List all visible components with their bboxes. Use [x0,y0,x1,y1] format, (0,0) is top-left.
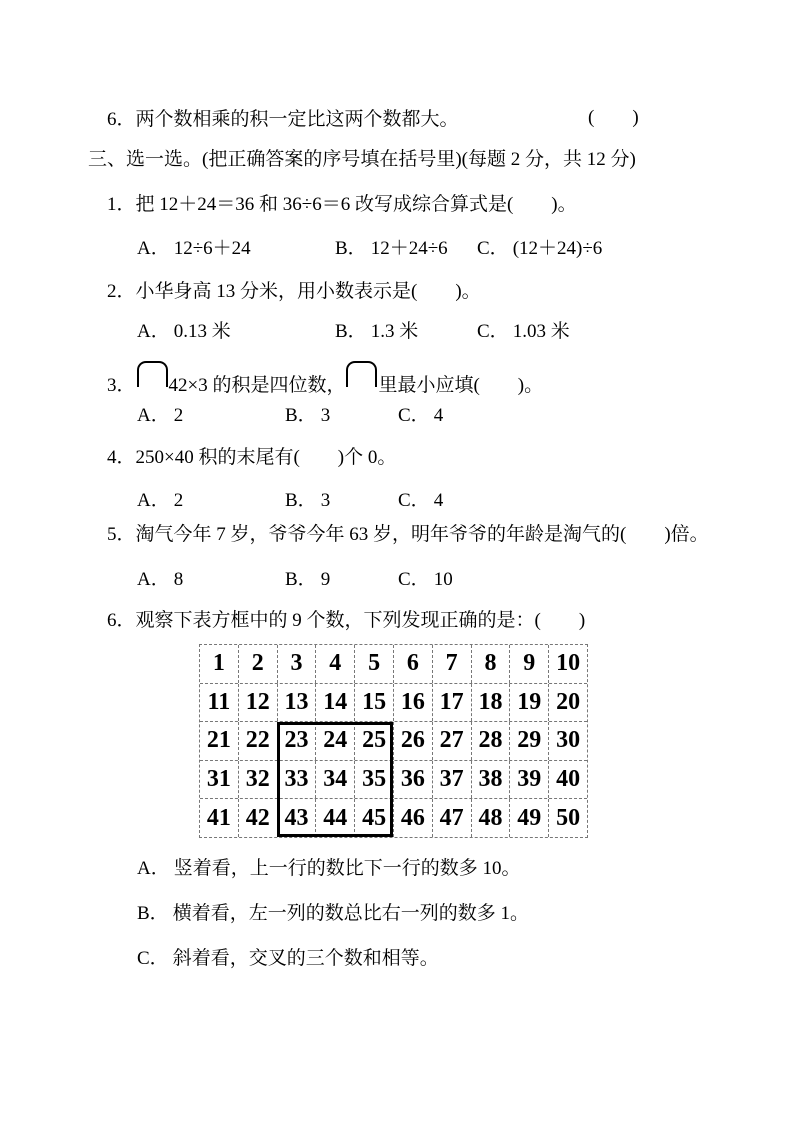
grid-cell: 48 [471,799,510,837]
grid-row [200,683,587,722]
grid-cell: 5 [354,645,393,683]
grid-cell: 4 [315,645,354,683]
grid-cell: 45 [354,799,393,837]
grid-cell: 12 [238,684,277,722]
grid-row [200,798,587,837]
option-4a [137,487,183,514]
option-2c [477,318,570,345]
grid-cell: 13 [277,684,316,722]
option-6c [137,945,439,972]
option-label: B． [285,490,317,511]
grid-cell: 46 [393,799,432,837]
grid-cell: 7 [432,645,471,683]
grid-cell: 3 [277,645,316,683]
grid-cell: 24 [315,722,354,760]
question-number: 5． [107,524,136,545]
option-label: C． [477,238,509,259]
option-text: 8 [173,569,184,590]
option-label: C． [398,490,430,511]
option-4b [285,487,330,514]
option-text: 9 [320,569,331,590]
grid-cell: 41 [206,804,231,831]
option-text: 竖着看，上一行的数比下一行的数多 10。 [173,858,521,879]
question-3 [107,361,543,399]
grid-cell: 26 [393,722,432,760]
question-text: 两个数相乘的积一定比这两个数都大。 [135,109,459,130]
option-6a [137,855,521,882]
grid-cell: 44 [315,799,354,837]
option-label: A． [137,238,170,259]
grid-cell: 28 [471,722,510,760]
option-label: C． [477,321,509,342]
grid-cell: 23 [277,722,316,760]
grid-cell: 32 [238,761,277,799]
question-text: 淘气今年 7 岁，爷爷今年 63 岁，明年爷爷的年龄是淘气的( )倍。 [135,524,709,545]
option-label: B． [137,903,169,924]
question-number: 3． [107,375,136,396]
question-number: 6． [107,109,136,130]
grid-cell: 34 [315,761,354,799]
option-text: 斜着看，交叉的三个数和相等。 [172,948,439,969]
question-number: 6． [107,610,136,631]
number-grid [199,644,588,838]
grid-cell: 43 [277,799,316,837]
section-header: 三、选一选。(把正确答案的序号填在括号里)(每题 2 分，共 12 分) [88,149,636,170]
option-text: 横着看，左一列的数总比右一列的数多 1。 [172,903,529,924]
grid-cell: 50 [548,799,587,837]
grid-cell: 20 [548,684,587,722]
grid-cell: 8 [471,645,510,683]
option-label: B． [335,321,367,342]
option-text: 4 [433,490,444,511]
question-text: 把 12＋24＝36 和 36÷6＝6 改写成综合算式是( )。 [135,194,577,215]
option-1a [137,235,251,262]
option-1b [335,235,448,262]
option-2a [137,318,231,345]
grid-cell: 14 [315,684,354,722]
option-5c [398,566,453,593]
grid-row [200,721,587,760]
option-label: B． [285,569,317,590]
option-3b [285,402,330,429]
grid-cell: 17 [432,684,471,722]
option-label: A． [137,405,170,426]
grid-cell: 21 [206,727,231,754]
option-label: C． [398,569,430,590]
grid-cell: 25 [354,722,393,760]
grid-cell: 9 [509,645,548,683]
option-3c [398,402,443,429]
grid-cell: 10 [548,645,587,683]
option-label: C． [137,948,169,969]
option-1c [477,235,602,262]
option-text: 10 [433,569,453,590]
question-text: 里最小应填( )。 [378,375,544,396]
grid-cell: 36 [393,761,432,799]
option-text: 2 [173,490,184,511]
question-text: 观察下表方框中的 9 个数，下列发现正确的是：( ) [135,610,586,631]
option-text: 12＋24÷6 [370,238,448,259]
grid-cell: 40 [548,761,587,799]
grid-row [200,645,587,683]
grid-cell: 35 [354,761,393,799]
option-text: 2 [173,405,184,426]
question-text: 小华身高 13 分米，用小数表示是( )。 [135,281,481,302]
grid-cell: 37 [432,761,471,799]
grid-cell: 11 [207,688,231,715]
question-6 [107,607,585,634]
option-2b [335,318,418,345]
option-text: 12÷6＋24 [173,238,251,259]
question-4 [107,444,396,471]
grid-cell: 49 [509,799,548,837]
option-5b [285,566,330,593]
grid-cell: 30 [548,722,587,760]
option-text: (12＋24)÷6 [512,238,603,259]
question-number: 2． [107,281,136,302]
grid-cell: 38 [471,761,510,799]
option-label: A． [137,569,170,590]
option-text: 1.03 米 [512,321,570,342]
option-text: 3 [320,405,331,426]
option-text: 0.13 米 [173,321,231,342]
option-3a [137,402,183,429]
option-label: C． [398,405,430,426]
blank-box [346,361,377,387]
grid-cell: 19 [509,684,548,722]
grid-cell: 16 [393,684,432,722]
grid-cell: 15 [354,684,393,722]
answer-blank: ( ) [588,107,639,128]
grid-cell: 42 [238,799,277,837]
question-text: 42×3 的积是四位数， [168,375,346,396]
option-label: A． [137,490,170,511]
question-1 [107,191,577,218]
grid-cell: 1 [212,650,225,677]
question-2 [107,278,481,305]
grid-cell: 18 [471,684,510,722]
true-false-question [107,106,459,133]
option-label: A． [137,858,170,879]
blank-box [137,361,168,387]
option-text: 1.3 米 [370,321,419,342]
grid-cell: 47 [432,799,471,837]
option-label: B． [335,238,367,259]
option-5a [137,566,183,593]
grid-cell: 6 [393,645,432,683]
option-6b [137,900,529,927]
option-text: 3 [320,490,331,511]
grid-cell: 29 [509,722,548,760]
grid-cell: 22 [238,722,277,760]
question-5 [107,521,709,548]
grid-cell: 39 [509,761,548,799]
grid-cell: 2 [238,645,277,683]
grid-row [200,760,587,799]
grid-cell: 27 [432,722,471,760]
option-label: A． [137,321,170,342]
question-number: 1． [107,194,136,215]
question-text: 250×40 积的末尾有( )个 0。 [135,447,397,468]
option-text: 4 [433,405,444,426]
grid-cell: 33 [277,761,316,799]
option-label: B． [285,405,317,426]
question-number: 4． [107,447,136,468]
option-4c [398,487,443,514]
grid-cell: 31 [206,766,231,793]
